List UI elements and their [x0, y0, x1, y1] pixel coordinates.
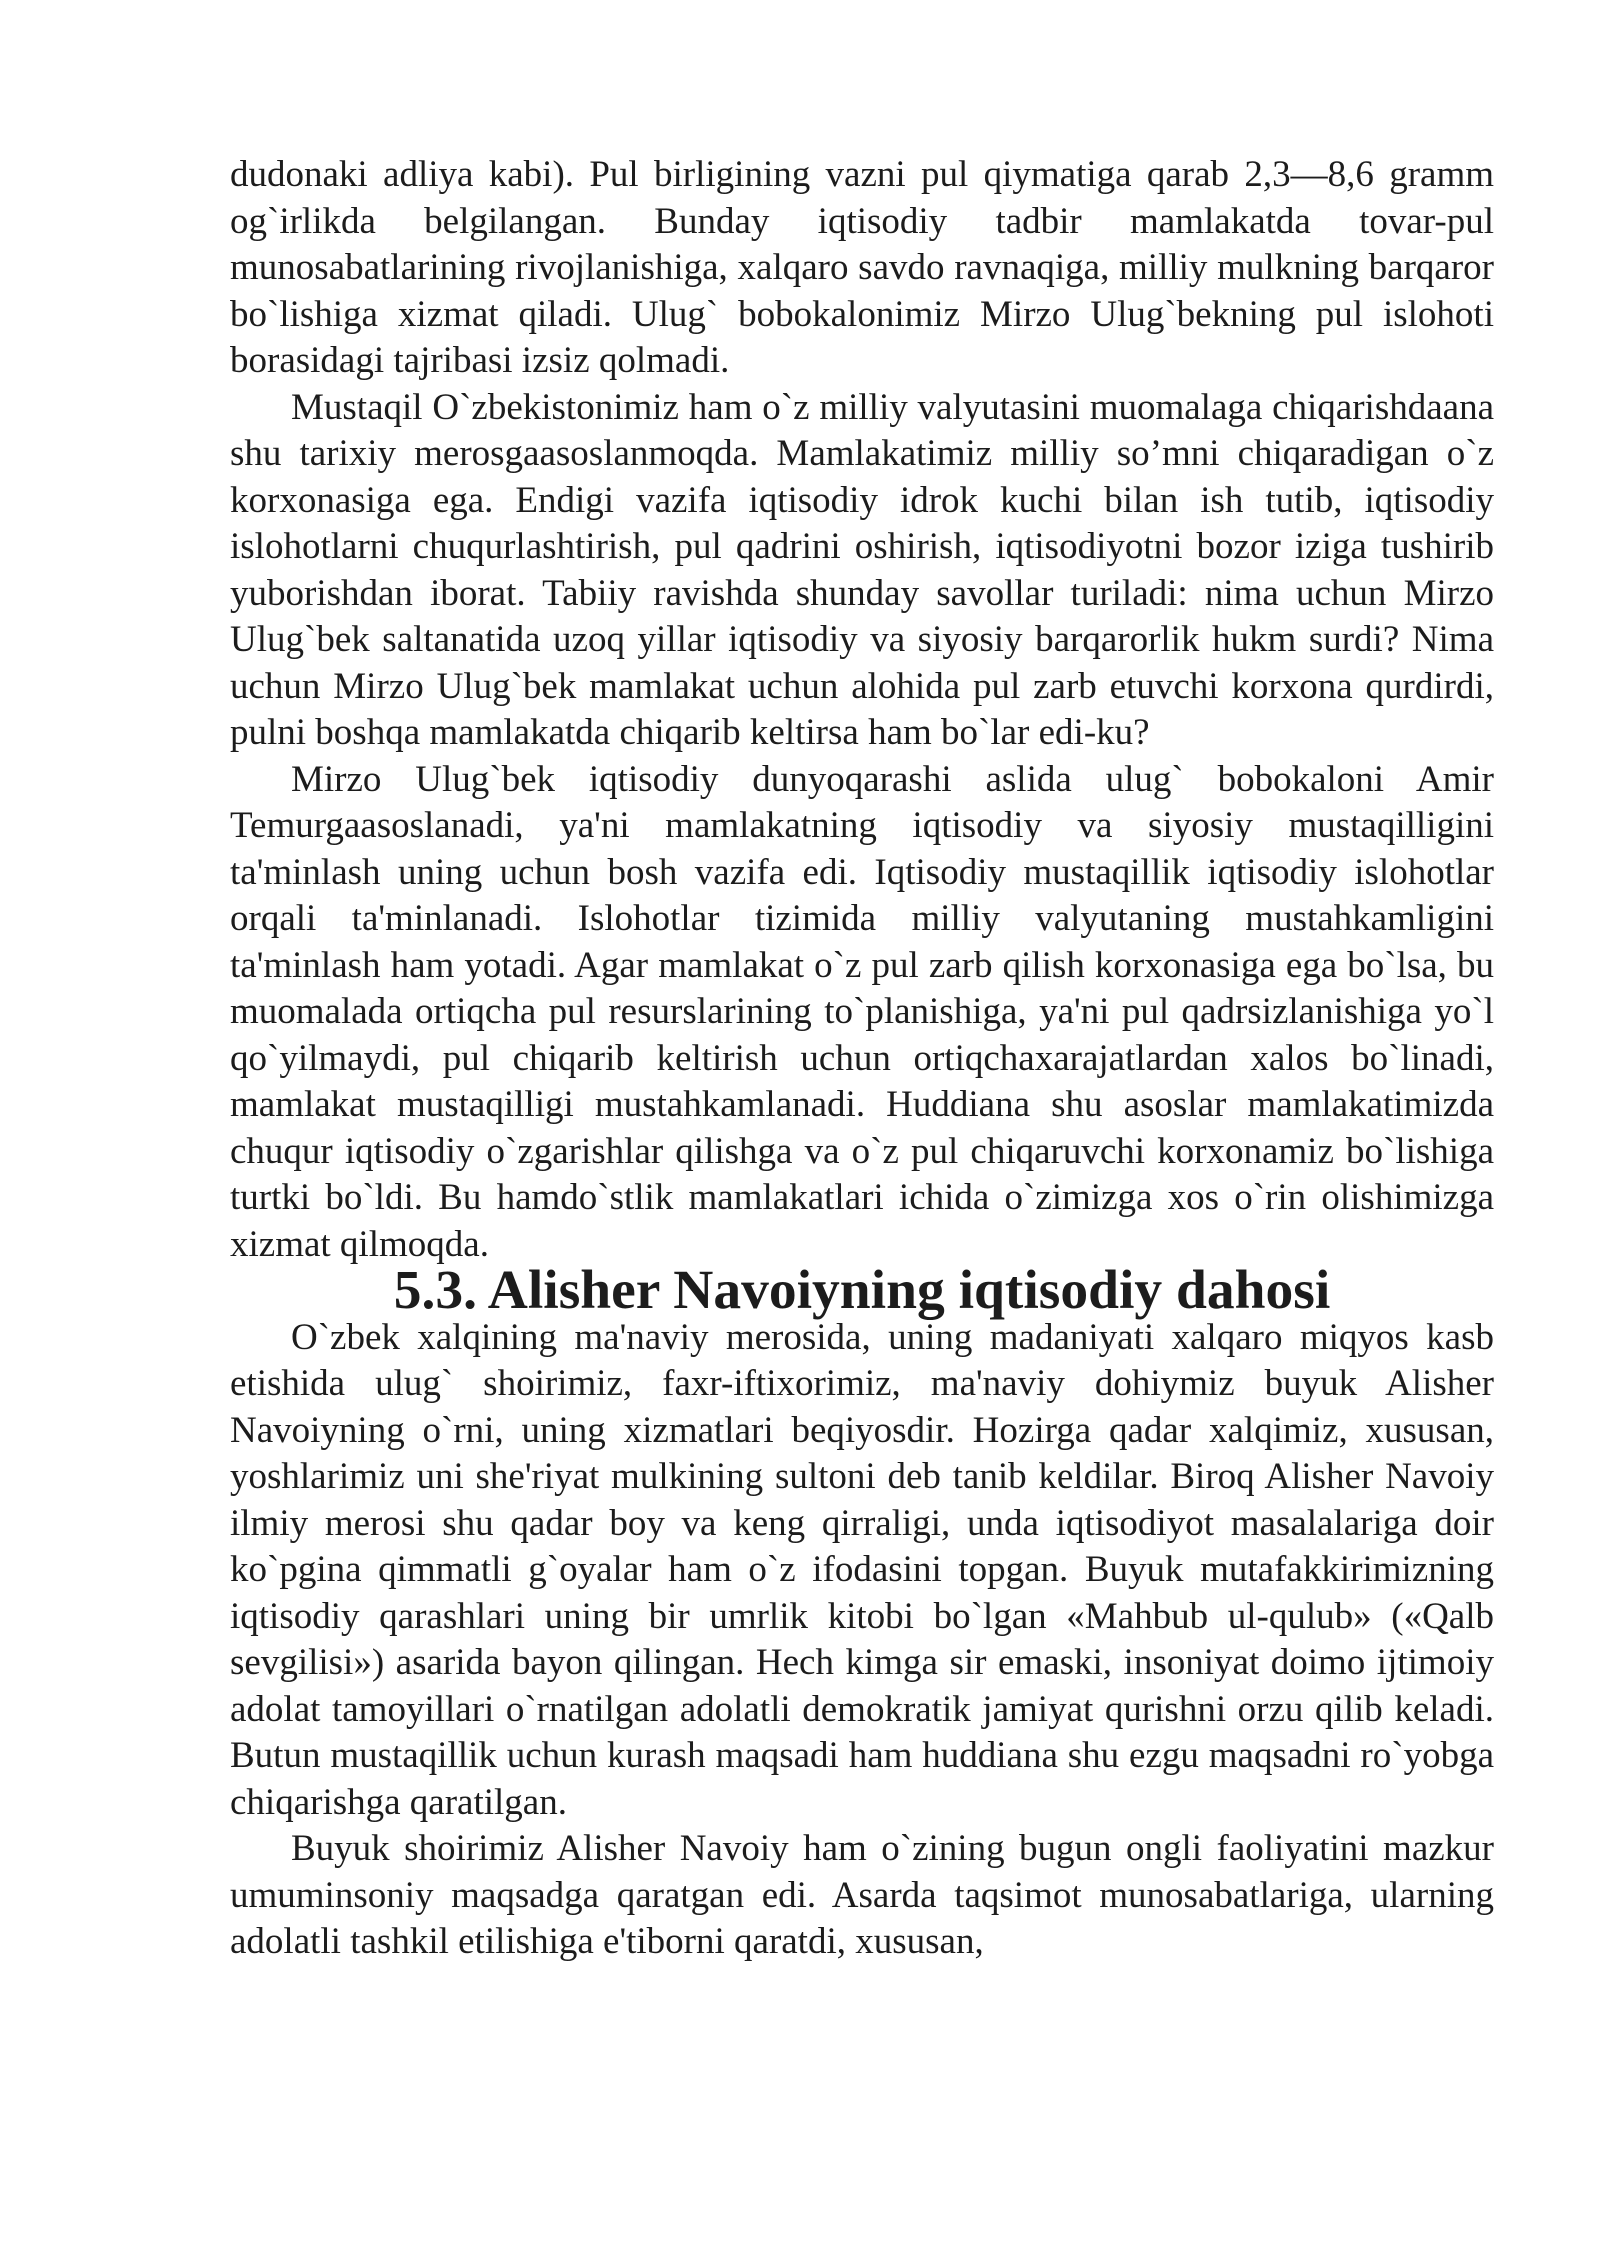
- document-page: [230, 152, 1494, 1966]
- paragraph-navoiy-goal: Buyuk shoirimiz Alisher Navoiy ham o`zining bugun ongli faoliyatini mazkur umuminsoniy maqsadga qaratgan edi. Asarda taqsimot munosabatlariga, ularning adolatli tashkil etilishiga e'tiborni qaratdi, xususan,: [230, 1828, 1494, 1962]
- paragraph-ulugbek-views: Mirzo Ulug`bek iqtisodiy dunyoqarashi aslida ulug` bobokaloni Amir Temurgaasoslanadi, ya'ni mamlakatning iqtisodiy va siyosiy mustaqilligini ta'minlash uning uchun bosh vazifa edi. Iqtisodiy mustaqillik iqtisodiy islohotlar orqali ta'minlanadi. Islohotlar tizimida milliy valyutaning mustahkamligini ta'minlash ham yotadi. Agar mamlakat o`z pul zarb qilish korxonasiga ega bo`lsa, bu muomalada ortiqcha pul resurslarining to`planishiga, ya'ni pul qadrsizlanishiga yo`l qo`yilmaydi, pul chiqarib keltirish uchun ortiqchaxarajatlardan xalos bo`linadi, mamlakat mustaqilligi mustahkamlanadi. Huddiana shu asoslar mamlakatimizda chuqur iqtisodiy o`zgarishlar qilishga va o`z pul chiqaruvchi korxonamiz bo`lishiga turtki bo`ldi. Bu hamdo`stlik mamlakatlari ichida o`zimizga xos o`rin olishimizga xizmat qilmoqda.: [230, 758, 1494, 1265]
- section-heading: 5.3. Alisher Navoiyning iqtisodiy dahosi: [393, 1260, 1331, 1321]
- paragraph-mustaqil: Mustaqil O`zbekistonimiz ham o`z milliy valyutasini muomalaga chiqarishdaana shu tarixiy merosgaasoslanmoqda. Mamlakatimiz milliy so’mni chiqaradigan o`z korxonasiga ega. Endigi vazifa iqtisodiy idrok kuchi bilan ish tutib, iqtisodiy islohotlarni chuqurlashtirish, pul qadrini oshirish, iqtisodiyotni bozor iziga tushirib yuborishdan iborat. Tabiiy ravishda shunday savollar turiladi: nima uchun Mirzo Ulug`bek saltanatida uzoq yillar iqtisodiy va siyosiy barqarorlik hukm surdi? Nima uchun Mirzo Ulug`bek mamlakat uchun alohida pul zarb etuvchi korxona qurdirdi, pulni boshqa mamlakatda chiqarib keltirsa ham bo`lar edi-ku?: [230, 386, 1494, 753]
- paragraph-continuation: dudonaki adliya kabi). Pul birligining vazni pul qiymatiga qarab 2,3—8,6 gramm og`irlikda belgilangan. Bunday iqtisodiy tadbir mamlakatda tovar-pul munosabatlarining rivojlanishiga, xalqaro savdo ravnaqiga, milliy mulkning barqaror bo`lishiga xizmat qiladi. Ulug` bobokalonimiz Mirzo Ulug`bekning pul islohoti borasidagi tajribasi izsiz qolmadi.: [230, 154, 1494, 381]
- paragraph-navoiy-legacy: O`zbek xalqining ma'naviy merosida, uning madaniyati xalqaro miqyos kasb etishida ulug` shoirimiz, faxr-iftixorimiz, ma'naviy dohiymiz buyuk Alisher Navoiyning o`rni, uning xizmatlari beqiyosdir. Hozirga qadar xalqimiz, xususan, yoshlarimiz uni she'riyat mulkining sultoni deb tanib keldilar. Biroq Alisher Navoiy ilmiy merosi shu qadar boy va keng qirraligi, unda iqtisodiyot masalalariga doir ko`pgina qimmatli g`oyalar ham o`z ifodasini topgan. Buyuk mutafakkirimizning iqtisodiy qarashlari uning bir umrlik kitobi bo`lgan «Mahbub ul-qulub» («Qalb sevgilisi») asarida bayon qilingan. Hech kimga sir emaski, insoniyat doimo ijtimoiy adolat tamoyillari o`rnatilgan adolatli demokratik jamiyat qurishni orzu qilib keladi. Butun mustaqillik uchun kurash maqsadi ham huddiana shu ezgu maqsadni ro`yobga chiqarishga qaratilgan.: [230, 1316, 1494, 1823]
